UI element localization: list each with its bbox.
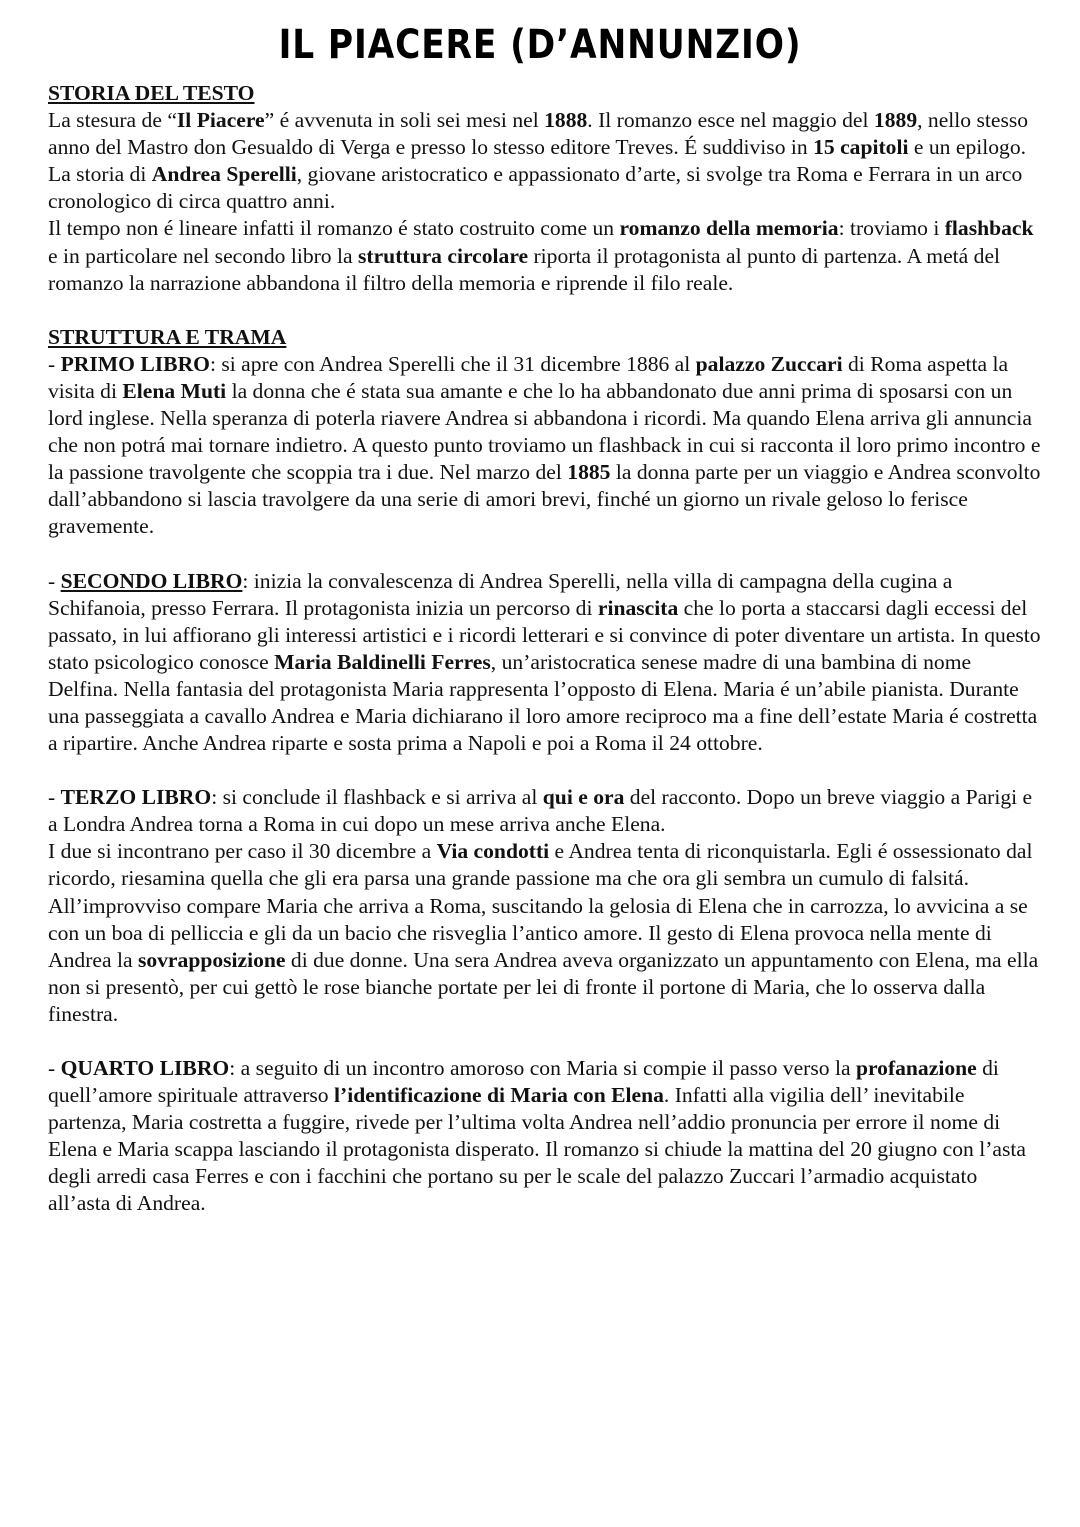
text-run: : a seguito di un incontro amoroso con Maria si compie il passo verso la	[229, 1056, 856, 1080]
page-title: IL PIACERE (D’ANNUNZIO)	[278, 22, 802, 68]
text-run: di due donne. Una sera Andrea aveva organizzato un appuntamento con Elena, ma ella non si presentò, per cui gettò le rose bianche portate per lei di fronte il portone di Maria, che lo osserva dalla finestra.	[48, 947, 1039, 1026]
text-run: riporta il protagonista al punto di partenza. A metá del romanzo la narrazione abbandona il filtro della memoria e riprende il filo reale.	[48, 243, 1001, 295]
document-body	[48, 80, 1042, 1245]
bold-text-run: 1889	[873, 108, 918, 133]
heading-storia-del-testo: STORIA DEL TESTO	[48, 81, 255, 105]
bold-text-run: sovrapposizione	[137, 947, 286, 972]
text-run: , giovane aristocratico e appassionato d’arte, si svolge tra Roma e Ferrara in un arco cronologico di circa quattro anni.	[48, 162, 1023, 214]
text-run: : si conclude il flashback e si arriva al	[211, 785, 543, 810]
text-run: . Il romanzo esce nel maggio del	[587, 108, 874, 133]
text-run: , un’aristocratica senese madre di una bambina di nome Delfina. Nella fantasia del protagonista Maria rappresenta l’opposto di Elena. Maria é un’abile pianista. Durante una passeggiata a cavallo Andrea e Maria dichiarano il loro amore reciproco ma a fine dell’estate Maria é costretta a ripartire. Anche Andrea riparte e sosta prima a Napoli e poi a Roma il 24 ottobre.	[48, 649, 1038, 756]
text-run: di quell’amore spirituale attraverso	[48, 1056, 999, 1108]
bold-text-run: Il Piacere	[176, 108, 265, 133]
text-run: e in particolare nel secondo libro la	[48, 243, 358, 268]
bold-text-run: Elena Muti	[122, 378, 227, 403]
text-run: : si apre con Andrea Sperelli che il 31 dicembre 1886 al	[209, 351, 696, 376]
text-run: -	[48, 1056, 61, 1080]
bold-text-run: rinascita	[597, 595, 679, 620]
bold-text-run: QUARTO LIBRO	[60, 1056, 230, 1080]
text-run: la donna che é stata sua amante e che lo ha abbandonato due anni prima di sposarsi con un lord inglese. Nella speranza di poterla riavere Andrea si abbandona i ricordi. Ma quando Elena arriva gli annuncia che non potrá mai tornare indietro. A questo punto troviamo un flashback in cui si racconta il loro primo incontro e la passione travolgente che scoppia tra i due. Nel marzo del	[48, 378, 1041, 485]
section-storia-del-testo	[48, 80, 1042, 297]
paragraph-terzo-libro-a	[48, 784, 1042, 838]
text-run: la donna parte per un viaggio e Andrea sconvolto dall’abbandono si lascia travolgere da una serie di amori brevi, finché un giorno un rivale geloso lo ferisce gravemente.	[48, 460, 1041, 539]
bold-text-run: Andrea Sperelli	[151, 162, 297, 187]
text-run: : troviamo i	[838, 216, 945, 241]
bold-text-run: TERZO LIBRO	[60, 785, 212, 810]
paragraph-primo-libro	[48, 351, 1042, 541]
text-run: che lo porta a staccarsi dagli eccessi del passato, in lui affiorano gli interessi artistici e i ricordi letterari e si convince di poter diventare un artista. In questo stato psicologico conosce	[48, 595, 1041, 674]
bold-text-run: 1888	[544, 108, 588, 133]
text-run: di Roma aspetta la visita di	[48, 351, 1009, 403]
text-run: Il tempo non é lineare infatti il romanzo é stato costruito come un	[48, 216, 620, 241]
text-run: -	[48, 351, 61, 376]
heading-struttura-e-trama: STRUTTURA E TRAMA	[48, 324, 287, 349]
bold-text-run: struttura circolare	[358, 243, 529, 268]
bold-text-run: palazzo Zuccari	[695, 351, 843, 376]
bold-text-run: SECONDO LIBRO	[60, 568, 243, 593]
text-run: -	[48, 568, 61, 593]
section-struttura-e-trama	[48, 324, 1042, 541]
text-run: . Infatti alla vigilia dell’ inevitabile partenza, Maria costretta a fuggire, rivede per l’ultima volta Andrea nell’addio pronuncia per errore il nome di Elena e Maria scappa lasciando il protagonista disperato. Il romanzo si chiude la mattina del 20 giugno con l’asta degli arredi casa Ferres e con i facchini che portano su per le scale del palazzo Zuccari l’armadio acquistato all’asta di Andrea.	[48, 1083, 1027, 1216]
text-run: ” é avvenuta in soli sei mesi nel	[264, 108, 545, 133]
text-run: : inizia la convalescenza di Andrea Sperelli, nella villa di campagna della cugina a Schifanoia, presso Ferrara. Il protagonista inizia un percorso di	[48, 568, 953, 620]
bold-text-run: qui e ora	[542, 785, 625, 810]
text-run: -	[48, 785, 61, 810]
bold-text-run: flashback	[944, 216, 1034, 241]
text-run: del racconto. Dopo un breve viaggio a Parigi e a Londra Andrea torna a Roma in cui dopo un mese arriva anche Elena.	[48, 785, 1033, 837]
bold-text-run: Maria Baldinelli Ferres	[274, 649, 491, 674]
section-quarto-libro	[48, 1055, 1042, 1218]
bold-text-run: 1885	[567, 460, 611, 485]
text-run: , nello stesso anno del Mastro don Gesualdo di Verga e presso lo stesso editore Treves. É suddiviso in	[48, 108, 1029, 160]
bold-text-run: profanazione	[855, 1056, 977, 1080]
text-run: e un epilogo. La storia di	[48, 135, 1027, 187]
text-run: I due si incontrano per caso il 30 dicembre a	[48, 839, 437, 864]
bold-text-run: Via condotti	[436, 839, 550, 864]
section-terzo-libro	[48, 784, 1042, 1028]
bold-text-run: PRIMO LIBRO	[60, 351, 210, 376]
bold-text-run: romanzo della memoria	[619, 216, 839, 241]
bold-text-run: 15 capitoli	[813, 135, 909, 160]
paragraph-quarto-libro	[48, 1055, 1042, 1218]
section-secondo-libro	[48, 568, 1042, 758]
paragraph-secondo-libro	[48, 568, 1042, 758]
paragraph-storia-2	[48, 215, 1042, 296]
text-run: La stesura de “	[48, 108, 177, 133]
paragraph-storia-1	[48, 107, 1042, 215]
text-run: e Andrea tenta di riconquistarla. Egli é ossessionato dal ricordo, riesamina quella che gli era parsa una grande passione ma che ora gli sembra un cumulo di falsitá. All’improvviso compare Maria che arriva a Roma, suscitando la gelosia di Elena che in carrozza, lo avvicina a se con un boa di pelliccia e gli da un bacio che risveglia l’antico amore. Il gesto di Elena provoca nella mente di Andrea la	[48, 839, 1033, 972]
bold-text-run: l’identificazione di Maria con Elena	[334, 1083, 664, 1108]
paragraph-terzo-libro-b	[48, 838, 1042, 1028]
